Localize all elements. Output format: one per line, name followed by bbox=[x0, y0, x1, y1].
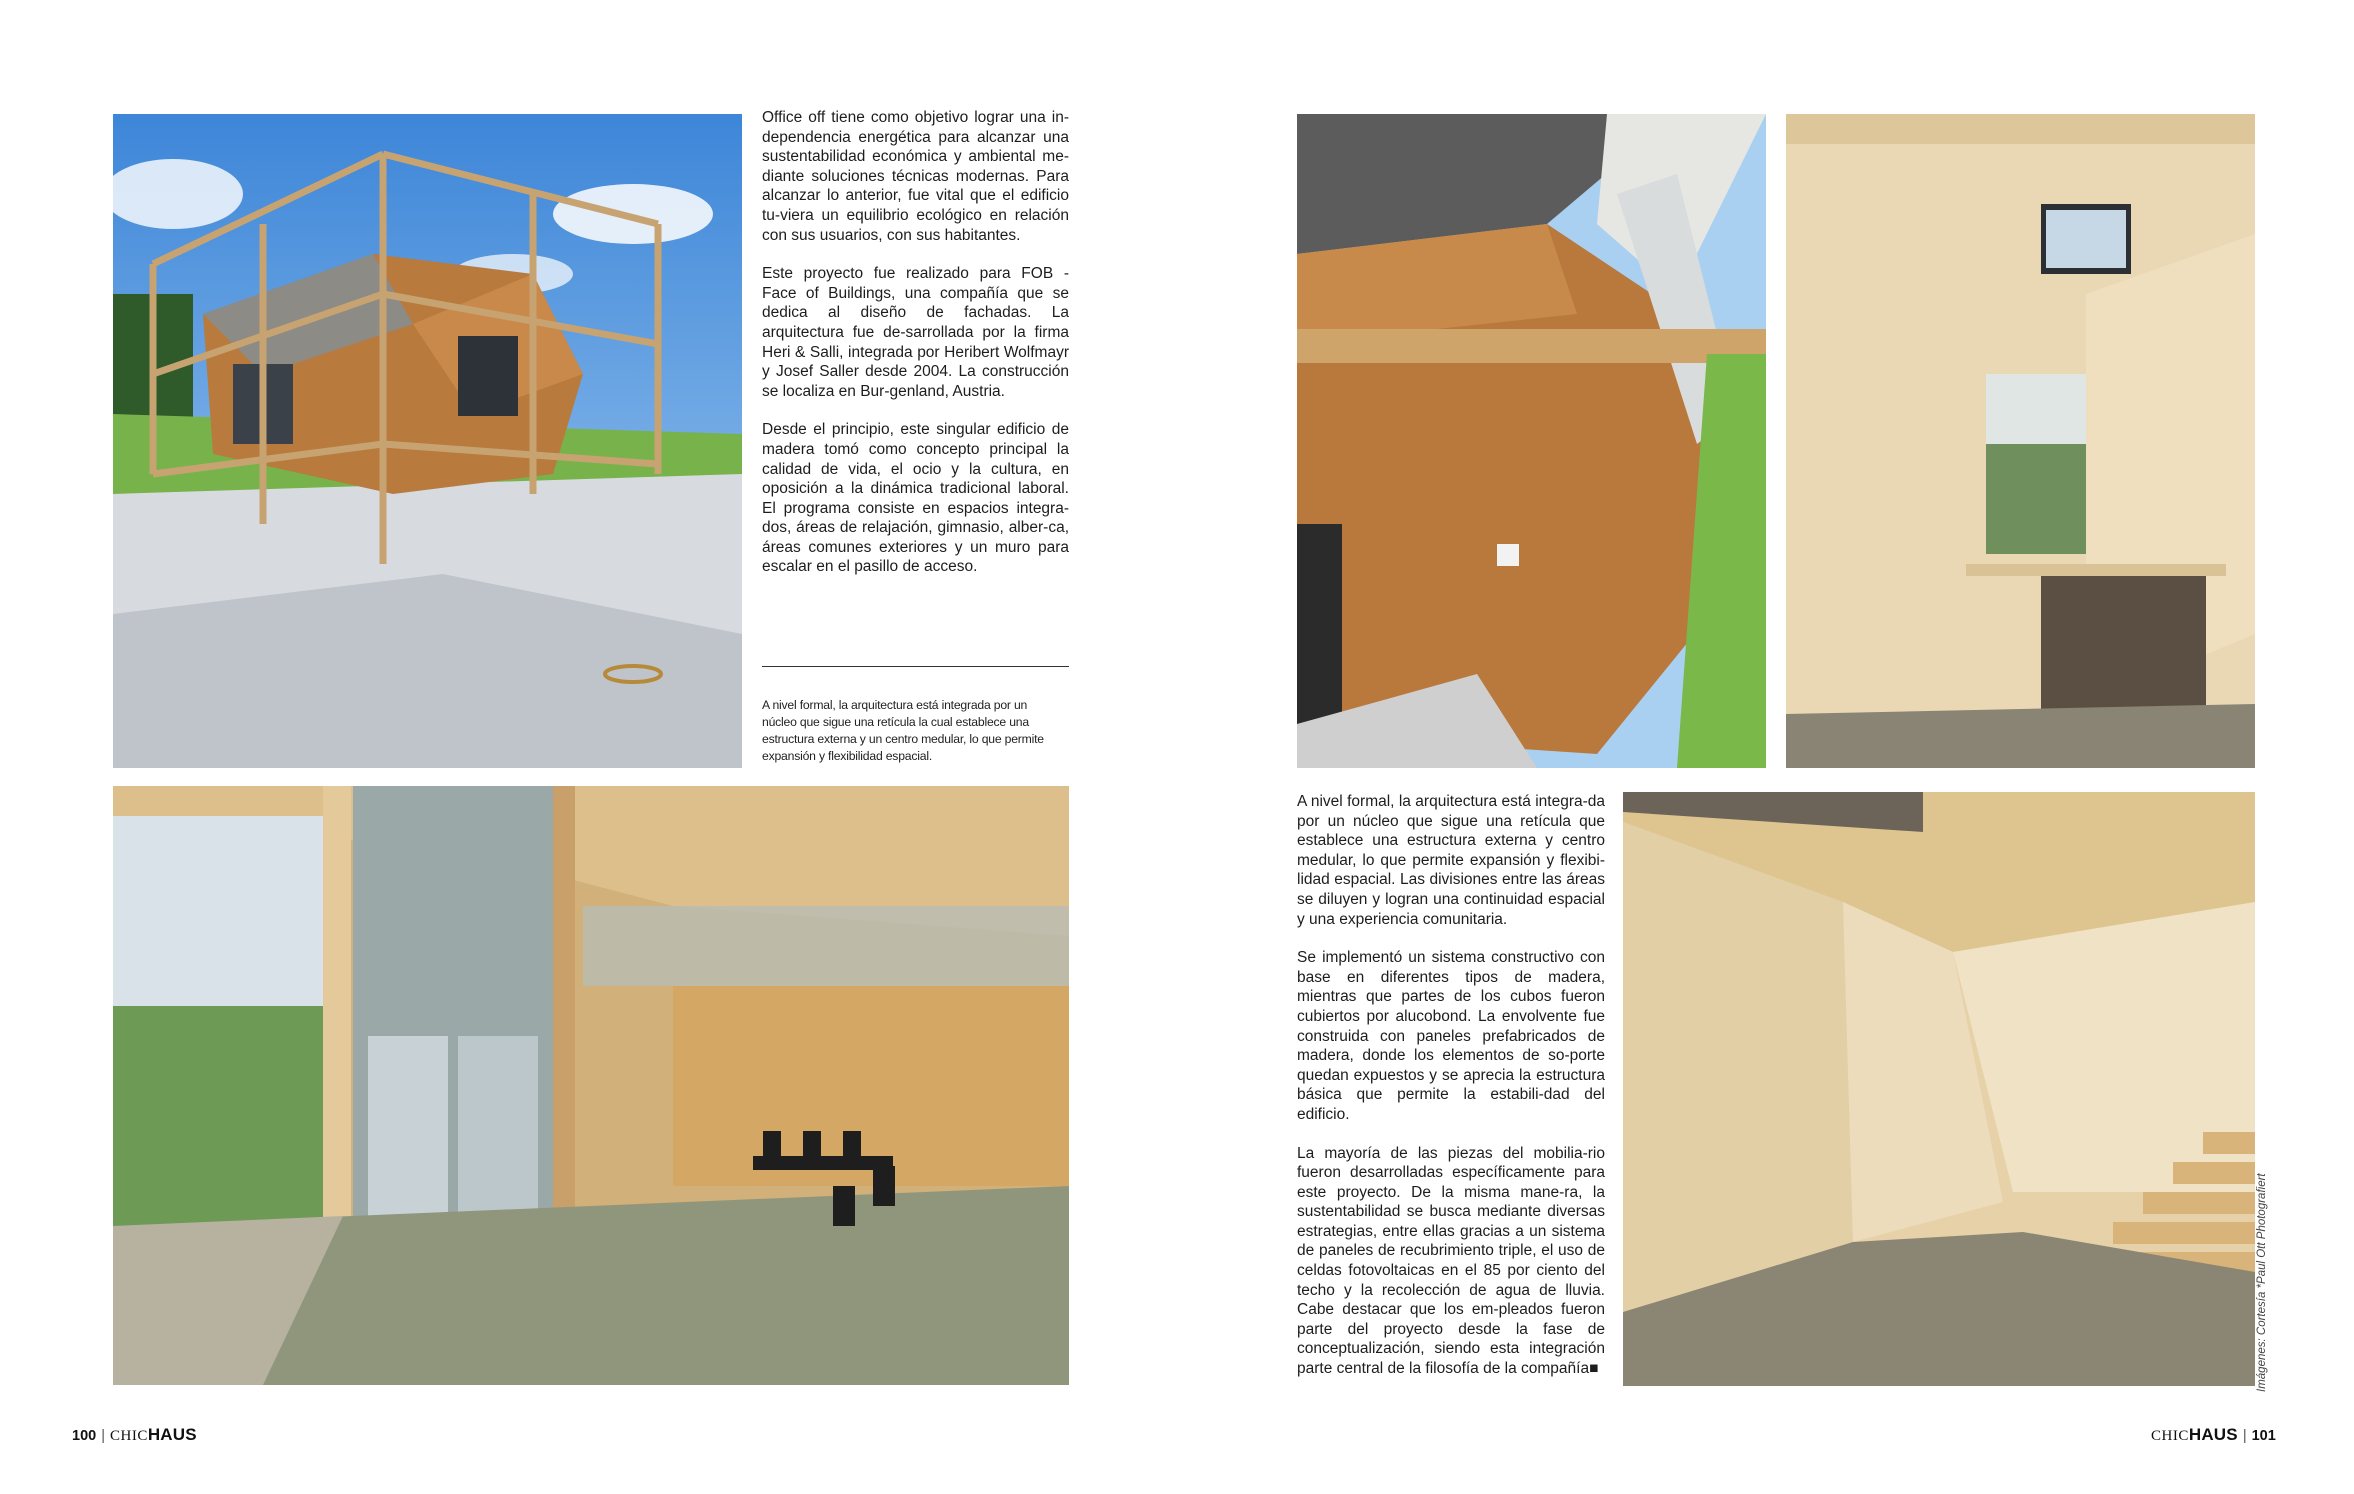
wood-interior-stairs-photo bbox=[1623, 792, 2255, 1386]
page-number-right: 101 bbox=[2251, 1428, 2276, 1444]
brand-logo-chic-right: CHIC bbox=[2151, 1428, 2189, 1444]
body-paragraph-3 bbox=[1297, 1144, 1605, 1379]
brand-logo-chic-left: CHIC bbox=[109, 1428, 148, 1444]
interior-lobby-photo bbox=[113, 786, 1069, 1385]
brand-logo-haus-right: HAUS bbox=[2188, 1425, 2238, 1444]
caption-divider bbox=[762, 666, 1069, 667]
folio-separator-right: | bbox=[2242, 1428, 2247, 1444]
body-paragraph-3-text: La mayoría de las piezas del mobilia-rio fueron desarrolladas específicamente para este proyecto. De la misma mane-ra, la sustentabilidad se busca mediante diversas estrategias, entre ellas gracias a un sistema de paneles de recubrimiento triple, el uso de celdas fotovoltaicas en el 85 por ciento del techo y la recolección de agua de lluvia. Cabe destacar que los em-pleados fueron parte del proyecto desde la fase de conceptualización, siendo esta integración parte central de la filosofía de la compañía bbox=[1297, 1144, 1605, 1378]
right-folio bbox=[2151, 1425, 2276, 1445]
exterior-building-photo bbox=[113, 114, 742, 768]
end-mark-icon: ■ bbox=[1589, 1360, 1599, 1378]
photo-caption: A nivel formal, la arquitectura está integrada por un núcleo que sigue una retícula la cual establece una estructura externa y un centro medular, lo que permite expansión y flexibilidad espacial. bbox=[762, 698, 1044, 763]
intro-text bbox=[762, 108, 1069, 596]
facade-detail-photo bbox=[1297, 114, 1766, 768]
body-paragraph-1: A nivel formal, la arquitectura está integra-da por un núcleo que sigue una retícula que establece una estructura externa y centro medular, lo que permite expansión y flexibi-lidad espacial. Las divisiones entre las áreas se diluyen y logran una continuidad espacial y una experiencia comunitaria. bbox=[1297, 793, 1605, 928]
photo-credit: Imágenes: Cortesía *Paul Ott Photografiert bbox=[2256, 1173, 2268, 1392]
brand-logo-haus-left: HAUS bbox=[147, 1425, 197, 1444]
intro-paragraph-3: Desde el principio, este singular edificio de madera tomó como concepto principal la calidad de vida, el ocio y la cultura, en oposición a la dinámica tradicional laboral. El programa consiste en espacios integra-dos, áreas de relajación, gimnasio, alber-ca, áreas comunes exteriores y un muro para escalar en el pasillo de acceso. bbox=[762, 421, 1069, 576]
stair-hall-photo bbox=[1786, 114, 2255, 768]
page-number-left: 100 bbox=[72, 1428, 97, 1444]
folio-separator-left: | bbox=[101, 1428, 105, 1444]
body-text bbox=[1297, 792, 1605, 1398]
intro-paragraph-1: Office off tiene como objetivo lograr una in-dependencia energética para alcanzar una sustentabilidad económica y ambiental me-diante soluciones técnicas modernas. Para alcanzar lo anterior, fue vital que el edificio tu-viera un equilibrio ecológico en relación con sus usuarios, con sus habitantes. bbox=[762, 109, 1069, 244]
body-paragraph-2: Se implementó un sistema constructivo con base en diferentes tipos de madera, mientras que partes de los cubos fueron cubiertos por alucobond. La envolvente fue construida con paneles prefabricados de madera, donde los elementos de so-porte quedan expuestos y se aprecia la estructura básica que permite la estabili-dad del edificio. bbox=[1297, 949, 1605, 1123]
intro-paragraph-2: Este proyecto fue realizado para FOB - Face of Buildings, una compañía que se dedica al diseño de fachadas. La arquitectura fue de-sarrollada por la firma Heri & Salli, integrada por Heribert Wolfmayr y Josef Saller desde 2004. La construcción se localiza en Bur-genland, Austria. bbox=[762, 265, 1069, 400]
left-folio bbox=[72, 1425, 197, 1445]
